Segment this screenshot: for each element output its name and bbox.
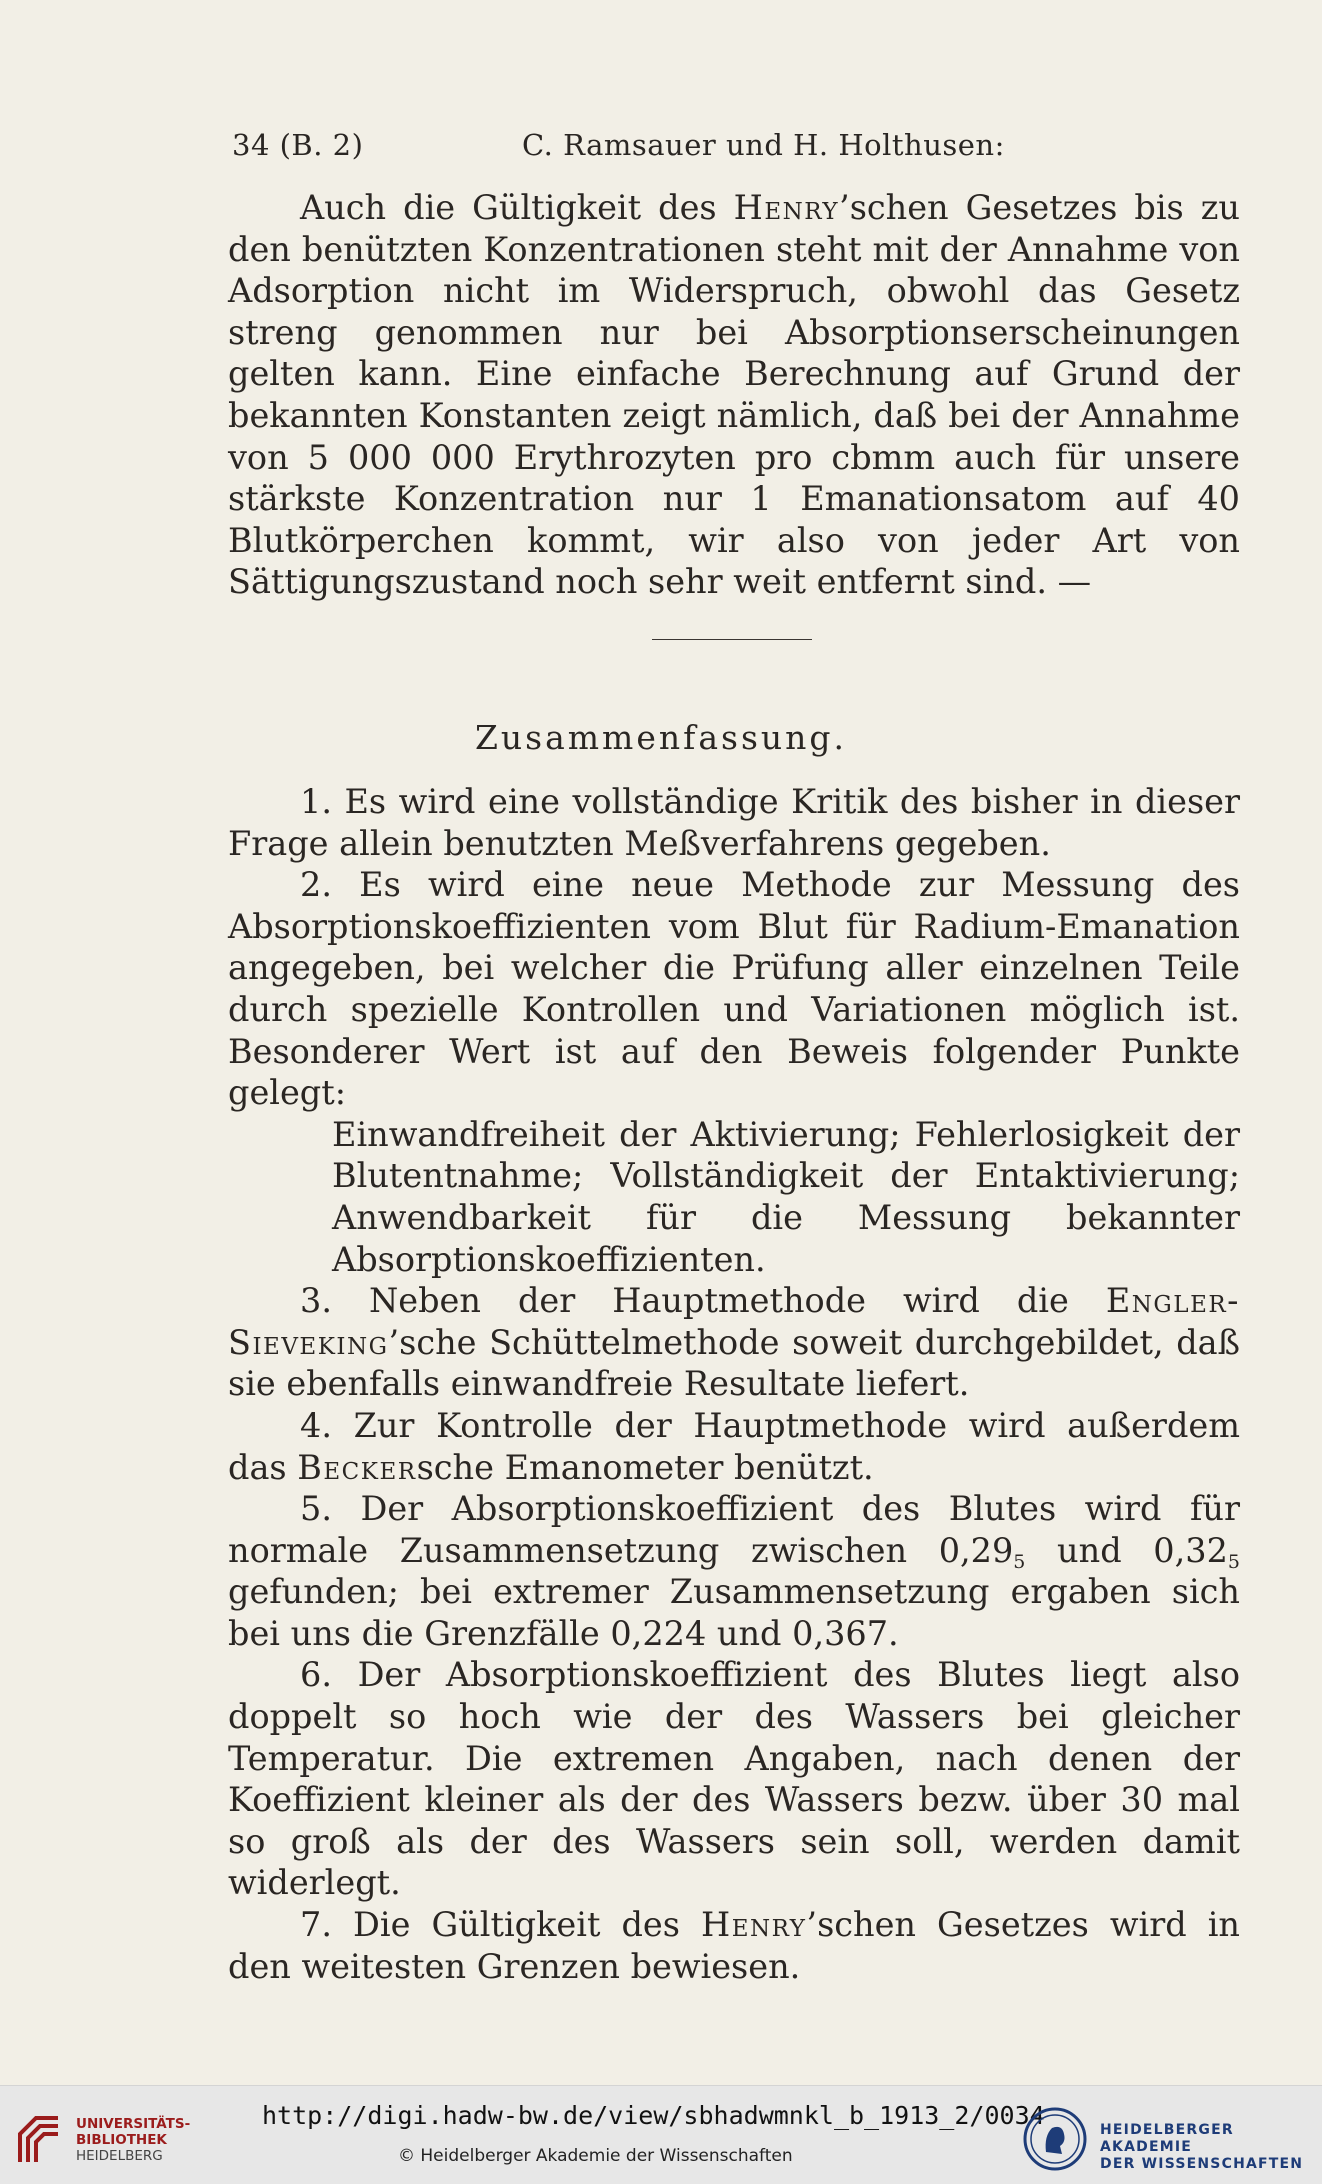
- summary-item-2-points: Einwandfreiheit der Aktivierung; Fehlerlosigkeit der Blutentnahme; Vollständigkeit der Entaktivierung; Anwendbarkeit für die Messung bekannter Absorptionskoeffizienten.: [332, 1114, 1240, 1279]
- text-block-top: [228, 187, 1240, 603]
- section-divider: [652, 639, 812, 640]
- text-run: gefunden; bei extremer Zusammensetzung ergaben sich bei uns die Grenzfälle 0,224 und 0,367.: [228, 1572, 1240, 1653]
- author-name: Engler-Sieveking: [228, 1281, 1240, 1362]
- text-run: Auch die Gültigkeit des: [300, 188, 734, 227]
- viewer-footer: [0, 2085, 1322, 2184]
- summary-item-6: 6. Der Absorptionskoeffizient des Blutes liegt also doppelt so hoch wie der des Wassers bei gleicher Temperatur. Die extremen Angaben, nach denen der Koeffizient kleiner als der des Wassers bezw. über 30 mal so groß als der des Wassers sein soll, werden damit widerlegt.: [228, 1655, 1240, 1903]
- logo-text-line: UNIVERSITÄTS-: [76, 2116, 191, 2132]
- author-name: Henry: [733, 188, 840, 227]
- author-name: Becker: [297, 1447, 417, 1487]
- text-run: ’schen Gesetzes bis zu den benützten Konzentrationen steht mit der Annahme von Adsorption nicht im Widerspruch, obwohl das Gesetz streng genommen nur bei Absorptionserscheinungen gelten kann. Eine einfache Berechnung auf Grund der bekannten Konstanten zeigt nämlich, daß bei der Annahme von 5 000 000 Erythrozyten pro cbmm auch für unsere stärkste Konzentration nur 1 Emanationsatom auf 40 Blutkörperchen kommt, wir also von jeder Art von Sättigungszustand noch sehr weit entfernt sind. —: [228, 188, 1240, 602]
- text-run: 7. Die Gültigkeit des: [300, 1905, 701, 1945]
- text-run: ’sche Schüttelmethode soweit durchgebildet, daß sie ebenfalls einwandfreie Resultate liefert.: [228, 1322, 1240, 1404]
- summary-list: [228, 781, 1240, 1987]
- logo-text-line: HEIDELBERG: [76, 2148, 163, 2164]
- logo-text-line: HEIDELBERGER AKADEMIE: [1100, 2122, 1234, 2155]
- text-run: 5. Der Absorptionskoeffizient des Blutes wird für normale Zusammensetzung zwischen 0,29: [228, 1489, 1240, 1570]
- copyright-notice: © Heidelberger Akademie der Wissenschaften: [398, 2146, 793, 2166]
- logo-text-line: DER WISSENSCHAFTEN: [1100, 2156, 1304, 2172]
- summary-item-5: [228, 1488, 1240, 1654]
- summary-item-1: 1. Es wird eine vollständige Kritik des bisher in dieser Frage allein benutzten Meßverfahrens gegeben.: [228, 782, 1240, 863]
- text-run: sche Emanometer benützt.: [416, 1447, 874, 1487]
- section-heading: Zusammenfassung.: [474, 718, 848, 757]
- text-run: 3. Neben der Hauptmethode wird die: [300, 1281, 1106, 1321]
- logo-text-line: BIBLIOTHEK: [76, 2132, 167, 2148]
- subscript: 5: [1013, 1550, 1026, 1573]
- university-library-name[interactable]: [76, 2116, 190, 2164]
- text-run: und 0,32: [1025, 1530, 1228, 1570]
- academy-seal-logo-icon[interactable]: [1022, 2106, 1088, 2172]
- academy-name[interactable]: [1100, 2122, 1322, 2173]
- text-run: 4. Zur Kontrolle der Hauptmethode wird außerdem das: [228, 1405, 1240, 1487]
- running-header: [232, 128, 1242, 168]
- page-number: 34 (B. 2): [232, 128, 364, 162]
- summary-item-3: [228, 1280, 1240, 1405]
- permalink-url[interactable]: http://digi.hadw-bw.de/view/sbhadwmnkl_b_1913_2/0034: [262, 2101, 1045, 2130]
- summary-item-2: 2. Es wird eine neue Methode zur Messung des Absorptionskoeffizienten vom Blut für Radium-Emanation angegeben, bei welcher die Prüfung aller einzelnen Teile durch spezielle Kontrollen und Variationen möglich ist. Besonderer Wert ist auf den Beweis folgender Punkte gelegt:: [228, 865, 1240, 1113]
- subscript: 5: [1227, 1550, 1240, 1573]
- text-run: ’schen Gesetzes wird in den weitesten Grenzen bewiesen.: [228, 1905, 1240, 1986]
- summary-item-4: [228, 1405, 1240, 1488]
- author-name: Henry: [700, 1905, 807, 1945]
- university-library-logo-icon[interactable]: [14, 2112, 64, 2168]
- summary-item-7: [228, 1904, 1240, 1987]
- paragraph: [228, 187, 1240, 603]
- running-title: C. Ramsauer und H. Holthusen:: [522, 128, 1005, 162]
